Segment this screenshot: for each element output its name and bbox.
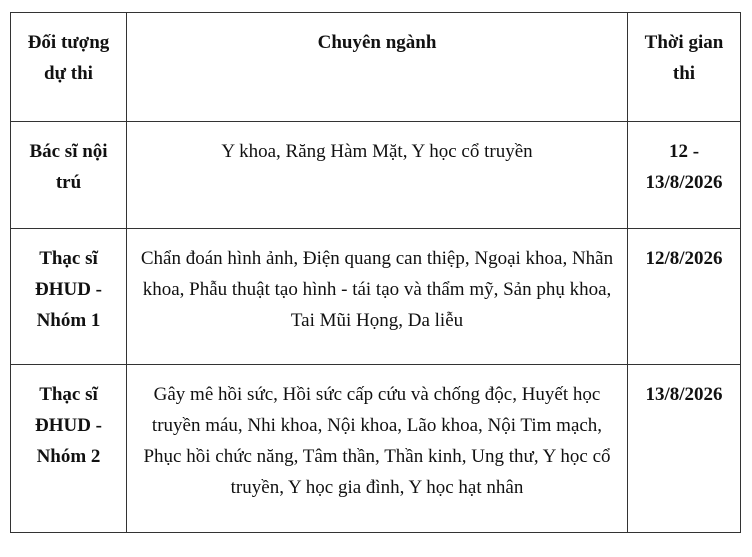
- header-specialty: Chuyên ngành: [127, 13, 628, 122]
- table-row: [11, 365, 741, 533]
- table-header-row: [11, 13, 741, 122]
- row-date: 12/8/2026: [628, 229, 741, 365]
- table-row: [11, 229, 741, 365]
- exam-schedule-table: [10, 12, 741, 533]
- row-subject: Bác sĩ nội trú: [11, 122, 127, 229]
- table-row: [11, 122, 741, 229]
- row-specialties: Gây mê hồi sức, Hồi sức cấp cứu và chống độc, Huyết học truyền máu, Nhi khoa, Nội khoa, Lão khoa, Nội Tim mạch, Phục hồi chức năng, Tâm thần, Thần kinh, Ung thư, Y học cổ truyền, Y học gia đình, Y học hạt nhân: [127, 365, 628, 533]
- row-subject: Thạc sĩ ĐHUD - Nhóm 1: [11, 229, 127, 365]
- row-subject: Thạc sĩ ĐHUD - Nhóm 2: [11, 365, 127, 533]
- header-exam-time: Thời gian thi: [628, 13, 741, 122]
- row-date: 13/8/2026: [628, 365, 741, 533]
- header-subject: Đối tượng dự thi: [11, 13, 127, 122]
- row-specialties: Chẩn đoán hình ảnh, Điện quang can thiệp, Ngoại khoa, Nhãn khoa, Phẫu thuật tạo hình - tái tạo và thẩm mỹ, Sản phụ khoa, Tai Mũi Họng, Da liễu: [127, 229, 628, 365]
- row-date: 12 - 13/8/2026: [628, 122, 741, 229]
- row-specialties: Y khoa, Răng Hàm Mặt, Y học cổ truyền: [127, 122, 628, 229]
